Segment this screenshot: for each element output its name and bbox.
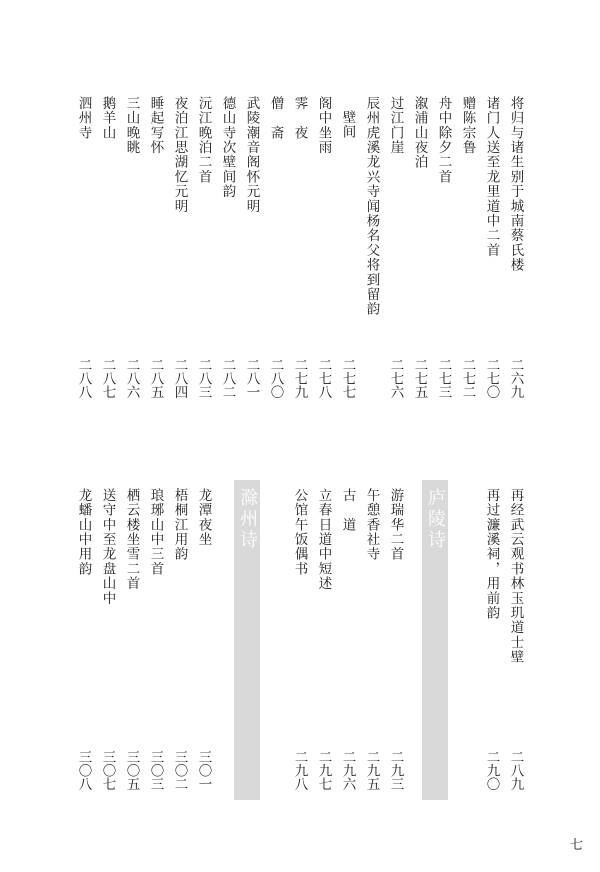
toc-page-number: 二七〇 (483, 358, 500, 399)
toc-page-number: 二九五 (363, 750, 380, 791)
toc-page-number: 二七三 (435, 358, 452, 399)
toc-page-number: 三〇二 (171, 750, 188, 791)
toc-page-number: 二七八 (315, 358, 332, 399)
toc-entry-title: 龙潭夜坐 (195, 488, 212, 547)
toc-entry-title: 送守中至龙盘山中 (99, 488, 116, 606)
toc-page-number: 二七七 (339, 358, 356, 399)
toc-page-number: 二九八 (291, 750, 308, 791)
toc-page-number: 二八〇 (267, 358, 284, 399)
toc-page-number: 二八二 (219, 358, 236, 399)
toc-entry-title: 龙蟠山中用韵 (75, 488, 92, 577)
toc-entry-title: 夜泊江思湖忆元明 (171, 96, 188, 214)
toc-entry-title: 公馆午饭偶书 (291, 488, 308, 577)
toc-entry-title: 僧 斋 (267, 96, 284, 141)
toc-page-number: 二八三 (195, 358, 212, 399)
toc-entry-title: 睡起写怀 (147, 96, 164, 155)
toc-page-number: 二八六 (123, 358, 140, 399)
page-number: 七 (570, 838, 584, 853)
toc-entry-title: 三山晚眺 (123, 96, 140, 155)
toc-page-number: 二八八 (75, 358, 92, 399)
toc-entry-title: 栖云楼坐雪二首 (123, 488, 140, 591)
toc-page-number: 二九〇 (483, 750, 500, 791)
toc-entry-title: 舟中除夕二首 (435, 96, 452, 185)
toc-entry-title: 沅江晚泊二首 (195, 96, 212, 185)
toc-entry-title: 古 道 (339, 488, 356, 533)
toc-page-number: 二七六 (387, 358, 404, 399)
toc-entry-title: 午憩香社寺 (363, 488, 380, 562)
toc-page-number: 三〇一 (195, 750, 212, 791)
toc-page-number: 二九六 (339, 750, 356, 791)
toc-page-number: 三〇八 (75, 750, 92, 791)
toc-entry-title: 诸门人送至龙里道中二首 (483, 96, 500, 258)
toc-entry-title: 德山寺次壁间韵 (219, 96, 236, 199)
toc-page-number: 二七九 (291, 358, 308, 399)
toc-entry-title: 将归与诸生别于城南蔡氏楼 (507, 96, 524, 273)
toc-page-number: 二六九 (507, 358, 524, 399)
toc-entry-title: 再经武云观书林玉玑道士壁 (507, 488, 524, 665)
toc-entry-title: 泗州寺 (75, 96, 92, 141)
toc-entry-title: 再过濂溪祠，用前韵 (483, 488, 500, 621)
toc-entry-title: 过江门崖 (387, 96, 404, 155)
toc-page-number: 二七二 (459, 358, 476, 399)
section-title-luling: 庐陵诗 (425, 488, 446, 551)
toc-page-number: 二八四 (171, 358, 188, 399)
toc-entry-title: 鹅羊山 (99, 96, 116, 141)
toc-page-number: 二九七 (315, 750, 332, 791)
toc-page-number: 二八一 (243, 358, 260, 399)
toc-page-number: 二八九 (507, 750, 524, 791)
toc-entry-title: 立春日道中短述 (315, 488, 332, 591)
toc-entry-title: 琅琊山中三首 (147, 488, 164, 577)
toc-page-number: 二八七 (99, 358, 116, 399)
toc-page-number: 二九三 (387, 750, 404, 791)
toc-entry-title: 赠陈宗鲁 (459, 96, 476, 155)
toc-page-number: 二八五 (147, 358, 164, 399)
toc-page-number: 三〇七 (99, 750, 116, 791)
toc-entry-title: 梧桐江用韵 (171, 488, 188, 562)
section-title-chuzhou: 滁州诗 (237, 488, 258, 551)
toc-entry-title: 阁中坐雨 (315, 96, 332, 155)
toc-page-number: 二七五 (411, 358, 428, 399)
toc-entry-title-continuation: 壁间 (339, 110, 356, 140)
toc-entry-title: 霁 夜 (291, 96, 308, 141)
toc-page-number: 三〇五 (123, 750, 140, 791)
toc-entry-title: 溆浦山夜泊 (411, 96, 428, 170)
toc-entry-title: 游瑞华二首 (387, 488, 404, 562)
toc-entry-title: 武陵潮音阁怀元明 (243, 96, 260, 214)
toc-page-number: 三〇三 (147, 750, 164, 791)
toc-entry-title: 辰州虎溪龙兴寺闻杨名父将到留韵 (363, 96, 380, 317)
